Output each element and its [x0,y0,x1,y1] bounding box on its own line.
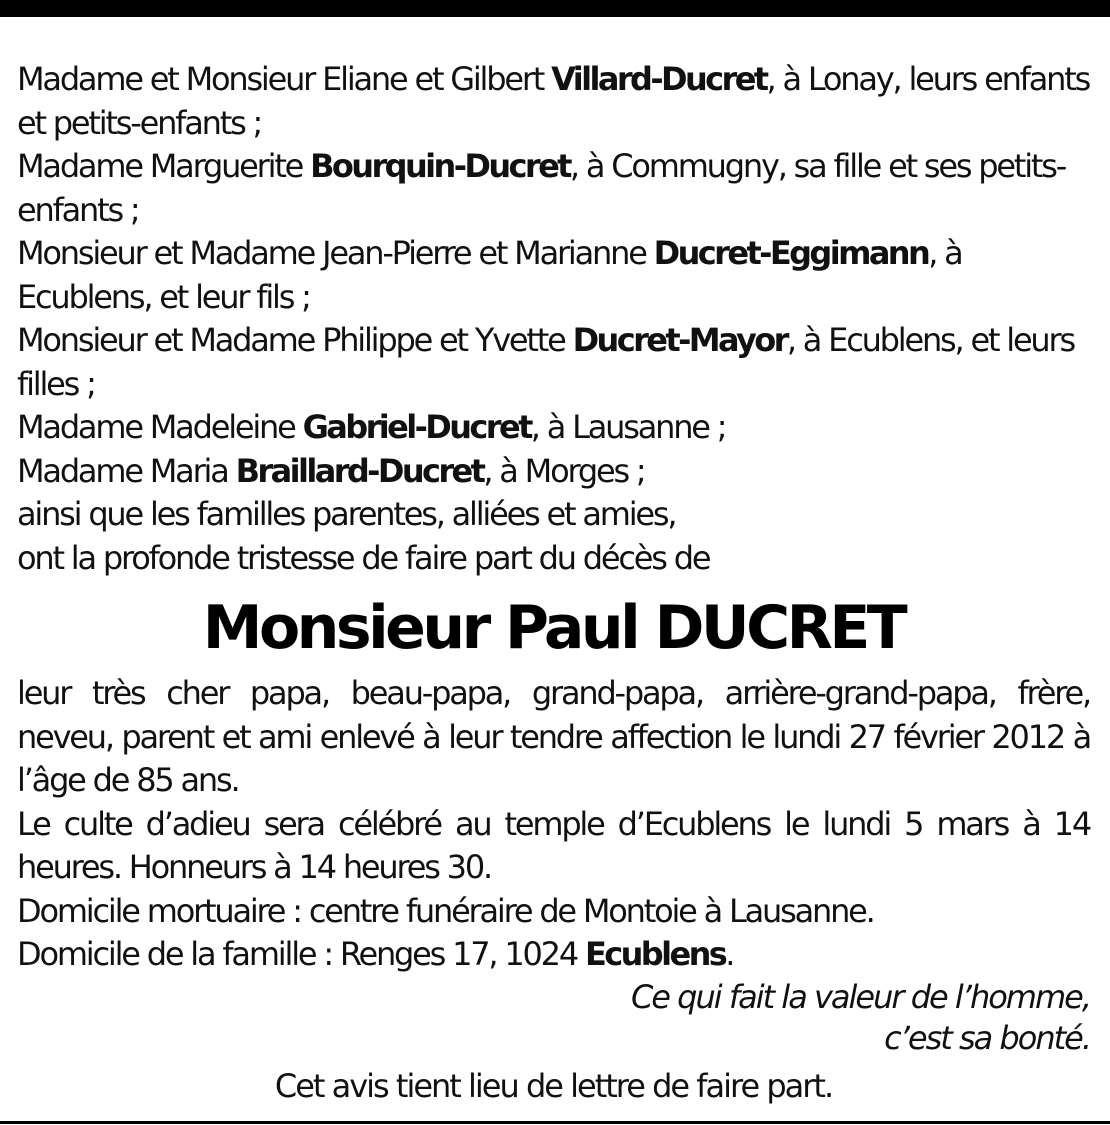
description-paragraph: leur très cher papa, beau-papa, grand-papa, arrière-grand-papa, frère, neveu, parent et ami enlevé à leur tendre affection le lundi 27 février 2012 à l’âge de 85 ans. [17,674,1090,799]
domicile-famille [17,933,1090,977]
domicile-famille-end: . [725,935,734,973]
deceased-name: Monsieur Paul DUCRET [202,593,905,663]
mourner-suffix: , à Ecublens, et leur fils ; [17,234,962,316]
obituary-notice [17,58,1090,1108]
quote-line-1: Ce qui fait la valeur de l’homme, [630,977,1090,1016]
domicile-famille-town: Ecublens [584,935,726,973]
mourner-prefix: Monsieur et Madame Jean-Pierre et Marianne [17,234,654,272]
ceremony-paragraph: Le culte d’adieu sera célébré au temple d’Ecublens le lundi 5 mars à 14 heures. Honneurs à 14 heures 30. [17,804,1090,886]
mourner-family-name: Braillard-Ducret [235,451,484,490]
domicile-mortuaire: Domicile mortuaire : centre funéraire de Montoie à Lausanne. [17,891,874,930]
mourner-entry [17,58,1090,145]
mourner-family-name: Gabriel-Ducret [302,408,531,446]
mourner-family-name: Ducret-Eggimann [653,234,929,272]
top-rule [0,0,1110,17]
mourner-entry [17,232,1090,319]
mourner-prefix: Monsieur et Madame Philippe et Yvette [17,321,573,359]
mourner-suffix: , à Ecublens, et leurs filles ; [17,321,1074,403]
quote-line-2: c’est sa bonté. [884,1018,1090,1057]
domicile-famille-address: Domicile de la famille : Renges 17, 1024 [17,935,585,973]
mourner-entry [17,450,1090,494]
mourner-suffix: , à Commugny, sa fille et ses petits-enfants ; [17,147,1066,229]
mourner-entry [17,406,1090,450]
announce-line: ont la profonde tristesse de faire part du décès de [17,538,710,577]
mourner-suffix: , à Morges ; [483,451,645,490]
mourner-prefix: Madame Marguerite [17,147,311,185]
mourner-entry [17,145,1090,232]
epitaph-quote [17,977,1090,1059]
footer-notice: Cet avis tient lieu de lettre de faire part. [274,1066,833,1105]
mourner-prefix: Madame Madeleine [17,408,303,446]
mourner-family-name: Villard-Ducret [551,60,767,98]
mourner-family-name: Bourquin-Ducret [310,147,570,185]
mourner-suffix: , à Lausanne ; [530,408,726,446]
mourner-family-name: Ducret-Mayor [572,321,787,359]
mourner-entry [17,319,1090,406]
mourner-suffix: , à Lonay, leurs enfants et petits-enfants ; [17,60,1090,142]
bottom-rule [0,1121,1110,1124]
families-line: ainsi que les familles parentes, alliées et amies, [17,495,676,533]
mourner-prefix: Madame Maria [17,451,236,490]
mourner-prefix: Madame et Monsieur Eliane et Gilbert [17,60,552,98]
